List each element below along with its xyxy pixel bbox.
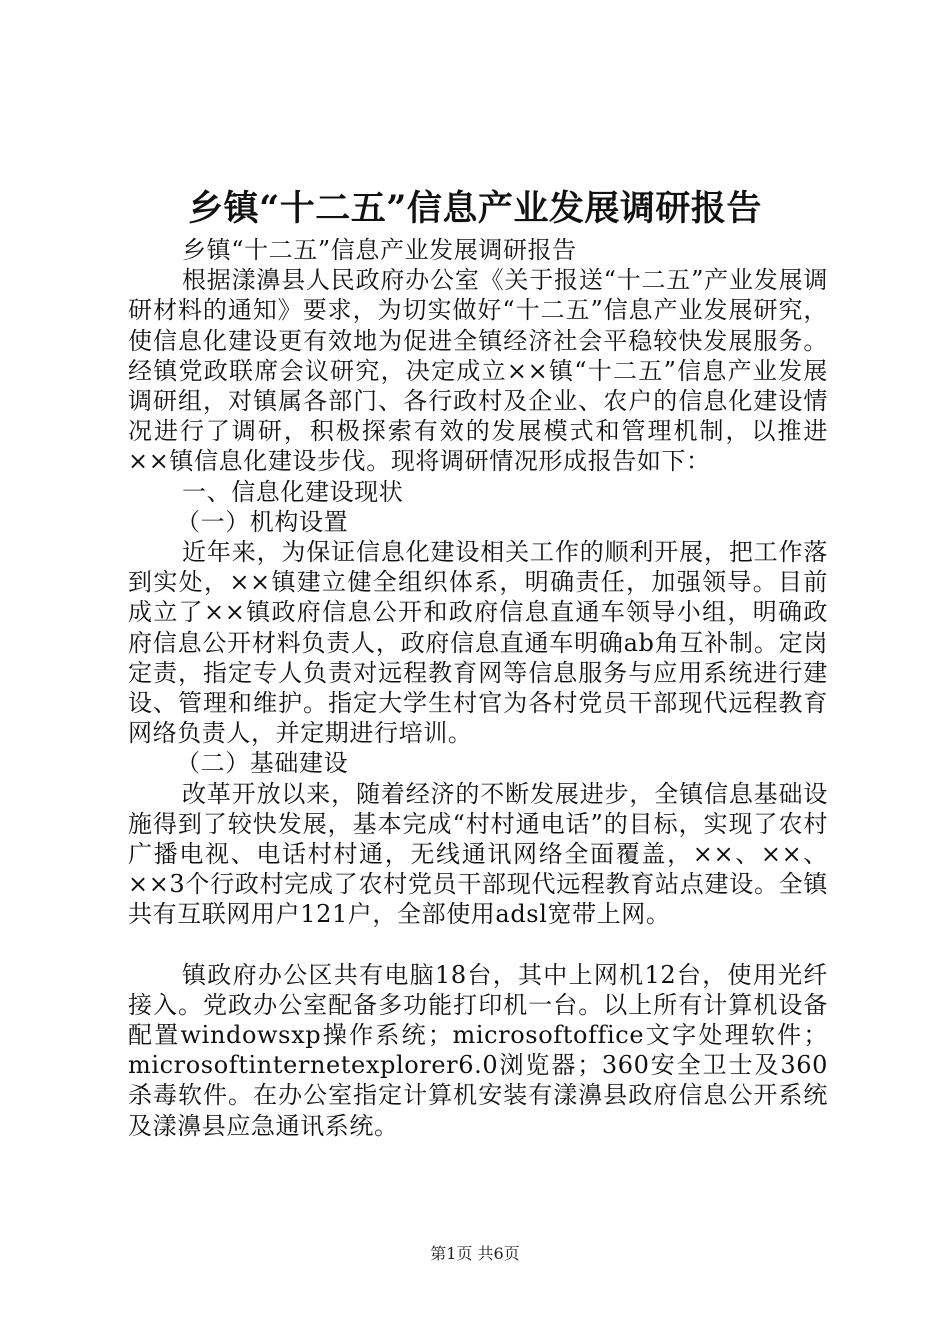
paragraph-gap — [128, 930, 828, 960]
subtitle-paragraph: 乡镇“十二五”信息产业发展调研报告 — [182, 236, 577, 264]
organization-paragraph: 近年来，为保证信息化建设相关工作的顺利开展，把工作落到实处，××镇建立健全组织体系，明确责任，加强领导。目前成立了××镇政府信息公开和政府信息直通车领导小组，明确政府信息公开材料负责人，政府信息直通车明确ab角互补制。定岗定责，指定专人负责对远程教育网等信息服务与应用系统进行建设、管理和维护。指定大学生村官为各村党员干部现代远程教育网络负责人，并定期进行培训。 — [128, 538, 828, 748]
subsection-heading-infrastructure: （二）基础建设 — [176, 749, 349, 778]
document-title: 乡镇“十二五”信息产业发展调研报告 — [188, 188, 762, 229]
intro-paragraph: 根据漾濞县人民政府办公室《关于报送“十二五”产业发展调研材料的通知》要求，为切实做好“十二五”信息产业发展研究，使信息化建设更有效地为促进全镇经济社会平稳较快发展服务。经镇党政联席会议研究，决定成立××镇“十二五”信息产业发展调研组，对镇属各部门、各行政村及企业、农户的信息化建设情况进行了调研，积极探索有效的发展模式和管理机制，以推进××镇信息化建设步伐。现将调研情况形成报告如下： — [128, 266, 828, 476]
section-heading-status: 一、信息化建设现状 — [182, 477, 404, 506]
infrastructure-paragraph: 改革开放以来，随着经济的不断发展进步，全镇信息基础设施得到了较快发展，基本完成“村村通电话”的目标，实现了农村广播电视、电话村村通，无线通讯网络全面覆盖，××、××、××3个行政村完成了农村党员干部现代远程教育站点建设。全镇共有互联网用户121户，全部使用adsl宽带上网。 — [128, 779, 828, 929]
office-equipment-paragraph: 镇政府办公区共有电脑18台，其中上网机12台，使用光纤接入。党政办公室配备多功能打印机一台。以上所有计算机设备配置windowsxp操作系统；microsoftoffice文字处理软件；microsoftinternetexplorer6.0浏览器；360安全卫士及360杀毒软件。在办公室指定计算机安装有漾濞县政府信息公开系统及漾濞县应急通讯系统。 — [128, 960, 828, 1140]
document-body — [128, 235, 828, 1141]
page-footer: 第1页 共6页 — [430, 1244, 520, 1263]
subsection-heading-organization: （一）机构设置 — [176, 507, 349, 536]
